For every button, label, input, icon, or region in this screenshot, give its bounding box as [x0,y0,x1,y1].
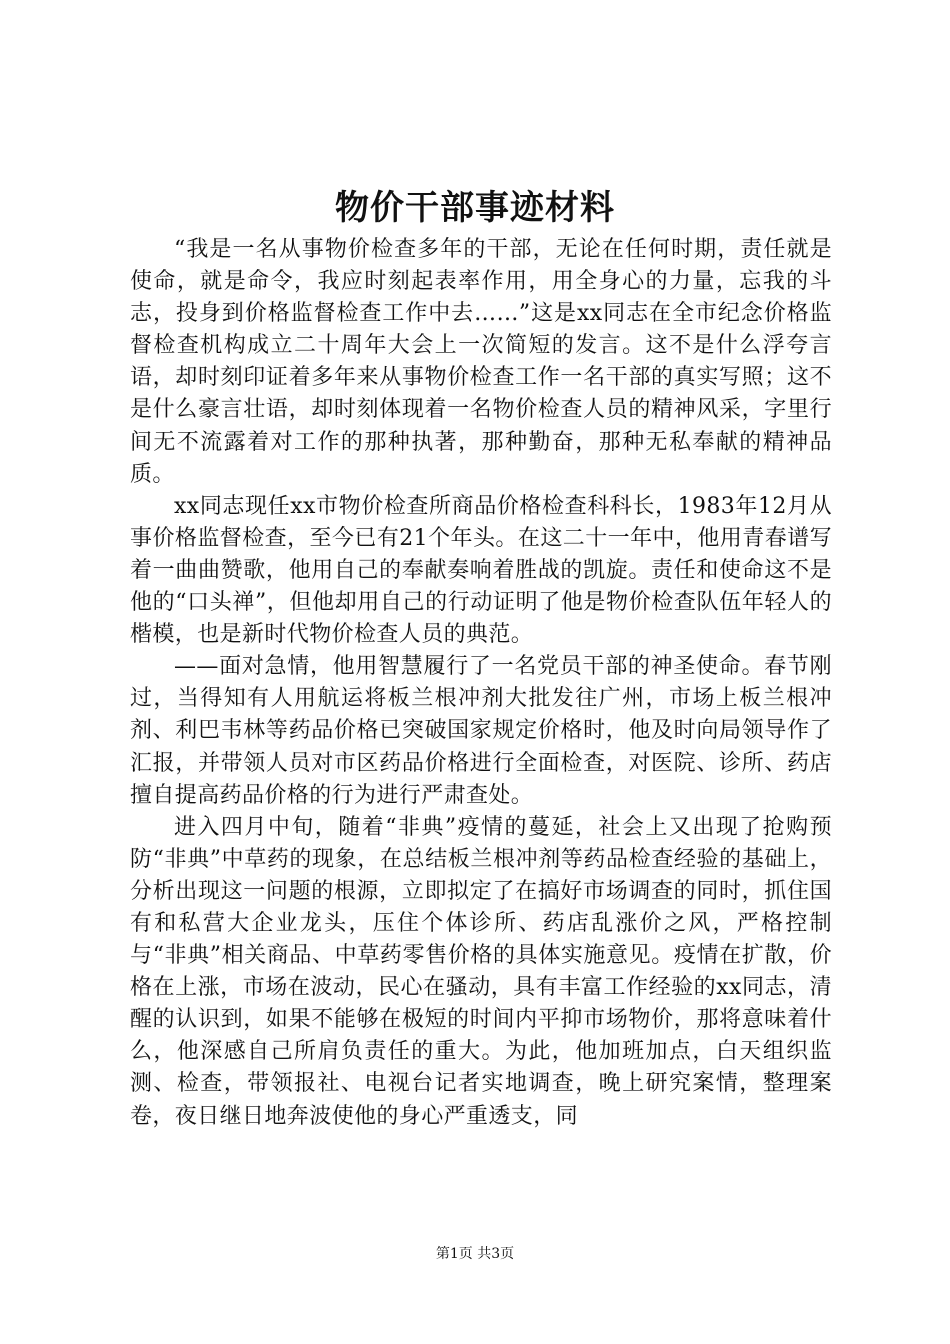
page-number-footer: 第1页 共3页 [435,1246,515,1262]
paragraph-4: 进入四月中旬，随着“非典”疫情的蔓延，社会上又出现了抢购预防“非典”中草药的现象，在总结板兰根冲剂等药品检查经验的基础上，分析出现这一问题的根源，立即拟定了在搞好市场调查的同时，抓住国有和私营大企业龙头，压住个体诊所、药店乱涨价之风，严格控制与“非典”相关商品、中草药零售价格的具体实施意见。疫情在扩散，价格在上涨，市场在波动，民心在骚动，具有丰富工作经验的xx同志，清醒的认识到，如果不能够在极短的时间内平抑市场物价，那将意味着什么，他深感自己所肩负责任的重大。为此，他加班加点，白天组织监测、检查，带领报社、电视台记者实地调查，晚上研究案情，整理案卷，夜日继日地奔波使他的身心严重透支，同 [130,814,832,1129]
document-title: 物价干部事迹材料 [335,188,615,228]
document-body [130,234,832,1133]
paragraph-3: ——面对急情，他用智慧履行了一名党员干部的神圣使命。春节刚过，当得知有人用航运将板兰根冲剂大批发往广州，市场上板兰根冲剂、利巴韦林等药品价格已突破国家规定价格时，他及时向局领导作了汇报，并带领人员对市区药品价格进行全面检查，对医院、诊所、药店擅自提高药品价格的行为进行严肃查处。 [130,654,832,808]
paragraph-2: xx同志现任xx市物价检查所商品价格检查科科长，1983年12月从事价格监督检查，至今已有21个年头。在这二十一年中，他用青春谱写着一曲曲赞歌，他用自己的奉献奏响着胜战的凯旋。责任和使命这不是他的“口头禅”，但他却用自己的行动证明了他是物价检查队伍年轻人的楷模，也是新时代物价检查人员的典范。 [130,493,832,648]
paragraph-1: “我是一名从事物价检查多年的干部，无论在任何时期，责任就是使命，就是命令，我应时刻起表率作用，用全身心的力量，忘我的斗志，投身到价格监督检查工作中去……”这是xx同志在全市纪念价格监督检查机构成立二十周年大会上一次简短的发言。这不是什么浮夸言语，却时刻印证着多年来从事物价检查工作一名干部的真实写照；这不是什么豪言壮语，却时刻体现着一名物价检查人员的精神风采，字里行间无不流露着对工作的那种执著，那种勤奋，那种无私奉献的精神品质。 [130,237,832,487]
